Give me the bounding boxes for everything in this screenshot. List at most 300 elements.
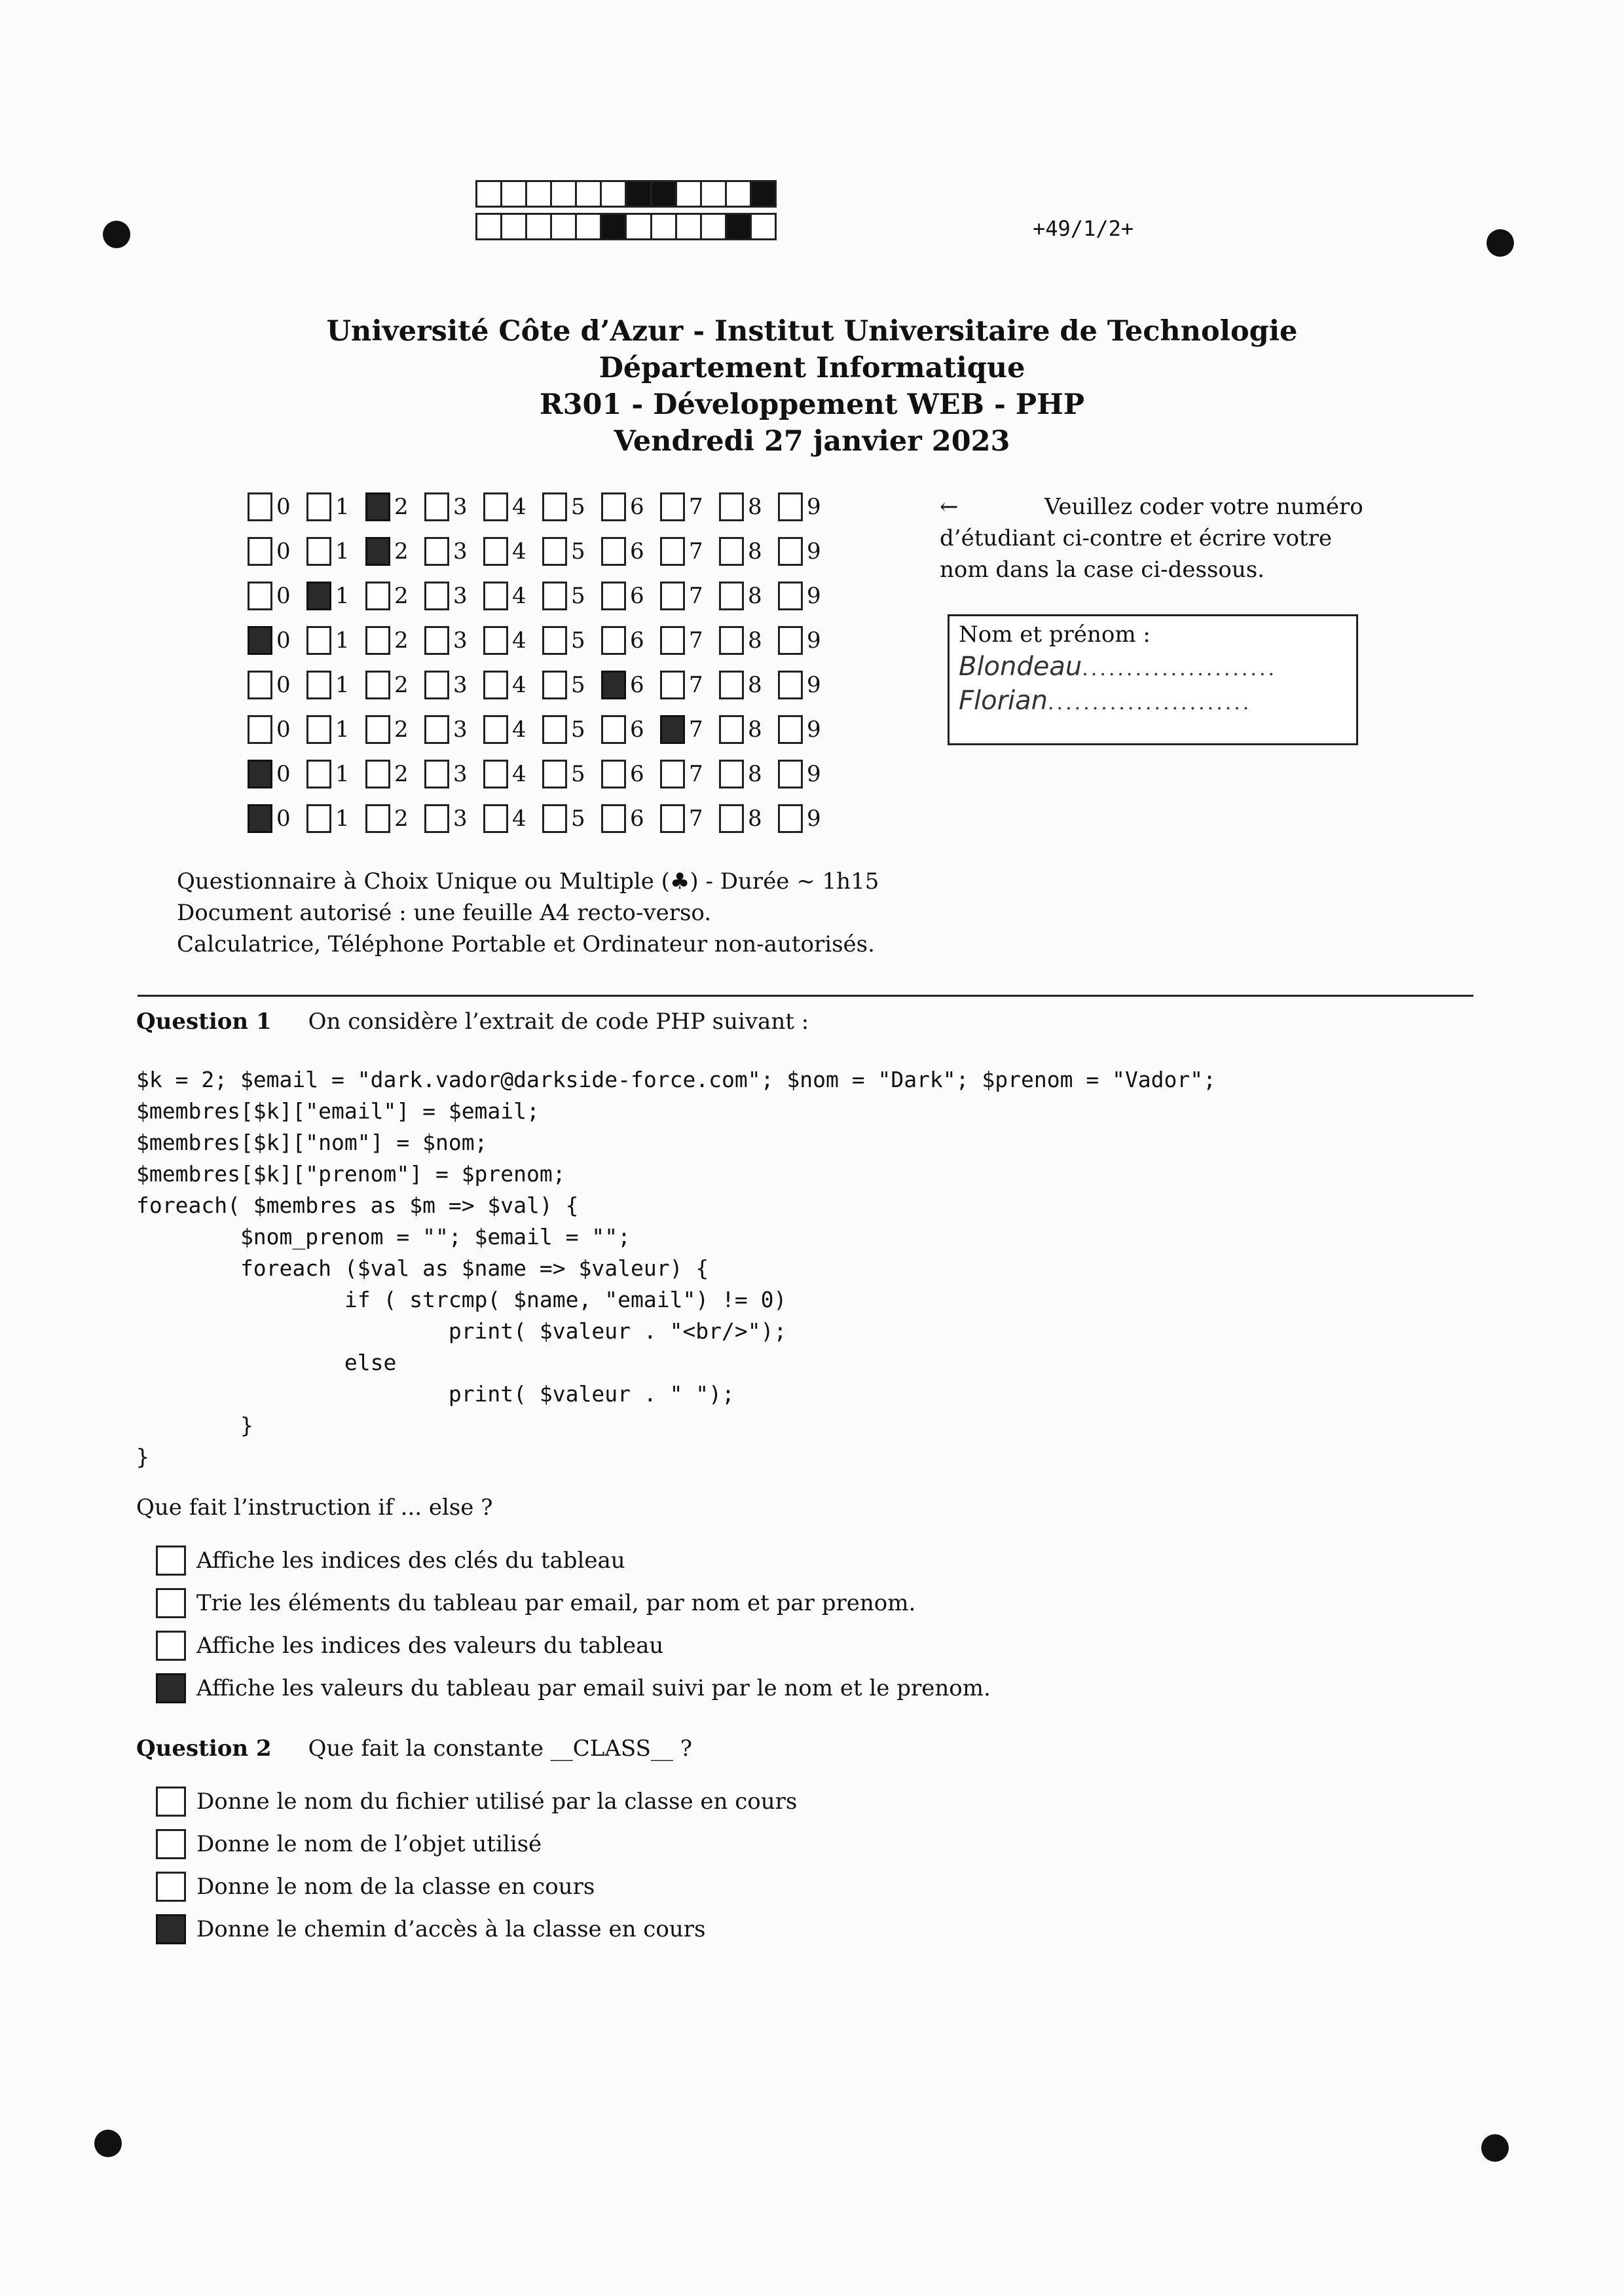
digit-checkbox[interactable] (660, 804, 685, 833)
barcode-cell (527, 182, 552, 206)
page-id: +49/1/2+ (1033, 216, 1134, 241)
digit-checkbox[interactable] (601, 626, 626, 655)
digit-checkbox[interactable] (719, 626, 744, 655)
digit-option[interactable] (542, 492, 601, 521)
digit-option[interactable] (660, 671, 719, 699)
digit-checkbox[interactable] (542, 760, 567, 788)
digit-checkbox[interactable] (660, 760, 685, 788)
digit-checkbox[interactable] (601, 715, 626, 744)
digit-option[interactable] (660, 537, 719, 566)
digit-label: 5 (571, 627, 585, 654)
digit-label: 8 (748, 672, 762, 698)
digit-label: 5 (571, 583, 585, 609)
barcode-cell (577, 182, 602, 206)
digit-option[interactable] (601, 760, 660, 788)
digit-label: 7 (689, 805, 703, 832)
digit-checkbox[interactable] (719, 760, 744, 788)
digit-option[interactable] (248, 626, 306, 655)
digit-checkbox[interactable] (365, 671, 390, 699)
digit-label: 0 (276, 672, 291, 698)
barcode-cell (677, 215, 702, 238)
digit-option[interactable] (306, 582, 365, 610)
digit-label: 1 (335, 494, 350, 520)
digit-option[interactable] (719, 492, 778, 521)
digit-label: 6 (630, 538, 644, 565)
digit-checkbox[interactable] (306, 537, 331, 566)
digit-option[interactable] (424, 804, 483, 833)
digit-checkbox[interactable] (542, 492, 567, 521)
digit-checkbox[interactable] (778, 671, 803, 699)
digit-label: 0 (276, 716, 291, 743)
digit-label: 7 (689, 627, 703, 654)
registration-mark-bottom-left (94, 2130, 122, 2157)
digit-checkbox[interactable] (424, 537, 449, 566)
digit-option[interactable] (306, 537, 365, 566)
digit-option[interactable] (778, 492, 837, 521)
digit-label: 2 (394, 761, 409, 787)
digit-option[interactable] (365, 715, 424, 744)
digit-option[interactable] (365, 671, 424, 699)
digit-label: 4 (512, 805, 526, 832)
digit-label: 9 (807, 672, 821, 698)
student-number-row (248, 485, 837, 529)
digit-checkbox[interactable] (483, 537, 508, 566)
barcode-cell (602, 182, 627, 206)
digit-checkbox[interactable] (424, 804, 449, 833)
answer-text: Donne le nom de la classe en cours (196, 1873, 595, 1900)
answer-option[interactable] (156, 1865, 797, 1908)
registration-mark-bottom-right (1481, 2134, 1509, 2162)
digit-checkbox[interactable] (542, 582, 567, 610)
digit-checkbox[interactable] (248, 582, 272, 610)
digit-checkbox[interactable] (660, 626, 685, 655)
digit-label: 5 (571, 716, 585, 743)
digit-checkbox[interactable] (719, 582, 744, 610)
digit-checkbox[interactable] (248, 804, 272, 833)
digit-label: 3 (453, 494, 468, 520)
digit-checkbox[interactable] (306, 492, 331, 521)
digit-checkbox[interactable] (483, 626, 508, 655)
digit-option[interactable] (248, 492, 306, 521)
digit-checkbox[interactable] (601, 537, 626, 566)
digit-option[interactable] (601, 582, 660, 610)
digit-option[interactable] (306, 626, 365, 655)
digit-label: 6 (630, 672, 644, 698)
digit-option[interactable] (601, 804, 660, 833)
digit-label: 1 (335, 627, 350, 654)
digit-option[interactable] (601, 671, 660, 699)
exam-info (177, 866, 879, 960)
digit-checkbox[interactable] (601, 492, 626, 521)
digit-label: 6 (630, 583, 644, 609)
digit-option[interactable] (365, 582, 424, 610)
digit-option[interactable] (719, 715, 778, 744)
digit-checkbox[interactable] (660, 715, 685, 744)
digit-label: 4 (512, 761, 526, 787)
digit-option[interactable] (542, 537, 601, 566)
barcode-row (475, 180, 777, 208)
digit-label: 6 (630, 627, 644, 654)
question-2-text: Que fait la constante __CLASS__ ? (308, 1735, 692, 1762)
digit-option[interactable] (601, 537, 660, 566)
digit-checkbox[interactable] (424, 582, 449, 610)
digit-option[interactable] (719, 537, 778, 566)
digit-checkbox[interactable] (483, 804, 508, 833)
answer-option[interactable] (156, 1624, 991, 1667)
digit-option[interactable] (306, 804, 365, 833)
digit-option[interactable] (365, 804, 424, 833)
digit-checkbox[interactable] (248, 537, 272, 566)
digit-checkbox[interactable] (306, 582, 331, 610)
digit-option[interactable] (424, 492, 483, 521)
answer-option[interactable] (156, 1582, 991, 1624)
digit-checkbox[interactable] (365, 715, 390, 744)
digit-checkbox[interactable] (719, 671, 744, 699)
digit-checkbox[interactable] (483, 760, 508, 788)
handwritten-last-name-text: Blondeau (959, 652, 1082, 682)
answer-checkbox[interactable] (156, 1829, 186, 1859)
handwritten-last-name (959, 652, 1347, 682)
digit-label: 0 (276, 761, 291, 787)
barcode-cell (627, 215, 652, 238)
digit-label: 0 (276, 583, 291, 609)
digit-checkbox[interactable] (719, 492, 744, 521)
answer-text: Donne le nom de l’objet utilisé (196, 1830, 542, 1857)
digit-checkbox[interactable] (778, 582, 803, 610)
digit-checkbox[interactable] (660, 582, 685, 610)
digit-label: 4 (512, 672, 526, 698)
instruction-text-first: Veuillez coder votre numéro (1044, 494, 1363, 520)
digit-option[interactable] (424, 671, 483, 699)
digit-option[interactable] (306, 715, 365, 744)
student-number-row (248, 618, 837, 663)
digit-option[interactable] (778, 671, 837, 699)
barcode-cell (527, 215, 552, 238)
student-number-grid (248, 485, 837, 841)
id-instruction (940, 491, 1372, 585)
digit-label: 4 (512, 538, 526, 565)
name-box-label: Nom et prénom : (959, 621, 1151, 648)
answer-option[interactable] (156, 1667, 991, 1709)
digit-option[interactable] (660, 492, 719, 521)
digit-option[interactable] (719, 582, 778, 610)
digit-option[interactable] (660, 804, 719, 833)
digit-checkbox[interactable] (601, 582, 626, 610)
digit-label: 6 (630, 761, 644, 787)
digit-label: 0 (276, 805, 291, 832)
question-1-label: Question 1 (136, 1009, 272, 1035)
digit-option[interactable] (483, 582, 542, 610)
digit-label: 8 (748, 761, 762, 787)
digit-option[interactable] (542, 715, 601, 744)
digit-option[interactable] (248, 671, 306, 699)
digit-option[interactable] (365, 492, 424, 521)
digit-checkbox[interactable] (778, 715, 803, 744)
digit-option[interactable] (248, 582, 306, 610)
page-barcode (475, 180, 777, 246)
digit-option[interactable] (248, 715, 306, 744)
digit-label: 2 (394, 672, 409, 698)
question-1-heading (136, 1009, 809, 1035)
digit-label: 0 (276, 538, 291, 565)
digit-option[interactable] (248, 760, 306, 788)
digit-checkbox[interactable] (542, 537, 567, 566)
registration-mark-top-left (103, 221, 130, 248)
answer-text: Affiche les indices des clés du tableau (196, 1547, 625, 1574)
digit-checkbox[interactable] (424, 760, 449, 788)
digit-checkbox[interactable] (306, 804, 331, 833)
digit-checkbox[interactable] (660, 492, 685, 521)
digit-option[interactable] (306, 492, 365, 521)
digit-option[interactable] (542, 582, 601, 610)
answer-text: Donne le nom du fichier utilisé par la classe en cours (196, 1788, 798, 1815)
exam-info-line2: Document autorisé : une feuille A4 recto-verso. (177, 900, 712, 926)
digit-option[interactable] (778, 626, 837, 655)
digit-option[interactable] (719, 804, 778, 833)
digit-option[interactable] (483, 492, 542, 521)
digit-label: 4 (512, 627, 526, 654)
question-1-prompt: Que fait l’instruction if ... else ? (136, 1494, 493, 1521)
digit-label: 3 (453, 716, 468, 743)
barcode-row (475, 213, 777, 240)
digit-checkbox[interactable] (778, 626, 803, 655)
digit-checkbox[interactable] (542, 626, 567, 655)
digit-option[interactable] (365, 760, 424, 788)
digit-checkbox[interactable] (248, 626, 272, 655)
header-university: Université Côte d’Azur - Institut Universitaire de Technologie (326, 315, 1298, 348)
answer-text: Donne le chemin d’accès à la classe en cours (196, 1916, 706, 1942)
digit-checkbox[interactable] (483, 582, 508, 610)
digit-checkbox[interactable] (719, 715, 744, 744)
student-number-row (248, 752, 837, 796)
digit-label: 0 (276, 494, 291, 520)
digit-checkbox[interactable] (778, 760, 803, 788)
digit-label: 5 (571, 761, 585, 787)
digit-checkbox[interactable] (719, 537, 744, 566)
digit-checkbox[interactable] (365, 626, 390, 655)
digit-option[interactable] (778, 537, 837, 566)
digit-option[interactable] (660, 626, 719, 655)
barcode-cell (502, 182, 527, 206)
question-2-heading (136, 1735, 692, 1762)
digit-option[interactable] (719, 626, 778, 655)
answer-checkbox[interactable] (156, 1673, 186, 1703)
digit-label: 3 (453, 627, 468, 654)
digit-option[interactable] (248, 537, 306, 566)
digit-checkbox[interactable] (601, 671, 626, 699)
answer-checkbox[interactable] (156, 1787, 186, 1817)
exam-info-line3: Calculatrice, Téléphone Portable et Ordinateur non-autorisés. (177, 931, 875, 957)
digit-option[interactable] (719, 760, 778, 788)
digit-option[interactable] (542, 626, 601, 655)
digit-label: 9 (807, 627, 821, 654)
digit-checkbox[interactable] (248, 715, 272, 744)
digit-checkbox[interactable] (778, 804, 803, 833)
question-2-label: Question 2 (136, 1735, 272, 1762)
answer-option[interactable] (156, 1823, 797, 1865)
digit-option[interactable] (719, 671, 778, 699)
dotted-line: ....................... (1048, 692, 1252, 714)
digit-label: 2 (394, 716, 409, 743)
barcode-cell (552, 182, 577, 206)
digit-checkbox[interactable] (424, 626, 449, 655)
digit-label: 9 (807, 761, 821, 787)
digit-checkbox[interactable] (660, 671, 685, 699)
digit-label: 8 (748, 583, 762, 609)
digit-label: 7 (689, 538, 703, 565)
digit-option[interactable] (542, 804, 601, 833)
digit-option[interactable] (660, 582, 719, 610)
digit-option[interactable] (483, 760, 542, 788)
barcode-cell (752, 215, 775, 238)
digit-option[interactable] (424, 582, 483, 610)
barcode-cell (702, 182, 727, 206)
barcode-cell (477, 215, 502, 238)
digit-checkbox[interactable] (306, 760, 331, 788)
answer-checkbox[interactable] (156, 1872, 186, 1902)
digit-label: 9 (807, 716, 821, 743)
digit-checkbox[interactable] (248, 760, 272, 788)
digit-option[interactable] (424, 715, 483, 744)
answer-checkbox[interactable] (156, 1914, 186, 1944)
digit-checkbox[interactable] (483, 715, 508, 744)
barcode-cell (727, 215, 752, 238)
digit-option[interactable] (248, 804, 306, 833)
digit-option[interactable] (306, 760, 365, 788)
digit-option[interactable] (660, 760, 719, 788)
answer-option[interactable] (156, 1539, 991, 1582)
digit-checkbox[interactable] (660, 537, 685, 566)
digit-label: 3 (453, 583, 468, 609)
digit-option[interactable] (601, 715, 660, 744)
digit-label: 5 (571, 672, 585, 698)
digit-label: 6 (630, 716, 644, 743)
digit-option[interactable] (483, 537, 542, 566)
digit-checkbox[interactable] (365, 760, 390, 788)
answer-text: Affiche les indices des valeurs du tableau (196, 1632, 664, 1659)
digit-checkbox[interactable] (601, 804, 626, 833)
digit-checkbox[interactable] (483, 671, 508, 699)
digit-checkbox[interactable] (424, 671, 449, 699)
digit-label: 4 (512, 583, 526, 609)
digit-option[interactable] (483, 626, 542, 655)
digit-checkbox[interactable] (424, 492, 449, 521)
barcode-cell (652, 215, 677, 238)
digit-option[interactable] (424, 537, 483, 566)
digit-option[interactable] (660, 715, 719, 744)
digit-option[interactable] (306, 671, 365, 699)
student-number-row (248, 707, 837, 752)
digit-label: 1 (335, 805, 350, 832)
digit-checkbox[interactable] (483, 492, 508, 521)
barcode-cell (577, 215, 602, 238)
digit-option[interactable] (601, 626, 660, 655)
handwritten-first-name (959, 686, 1347, 716)
barcode-cell (677, 182, 702, 206)
digit-option[interactable] (424, 626, 483, 655)
digit-label: 5 (571, 805, 585, 832)
digit-option[interactable] (542, 671, 601, 699)
digit-label: 3 (453, 761, 468, 787)
digit-checkbox[interactable] (365, 537, 390, 566)
digit-option[interactable] (365, 537, 424, 566)
answer-option[interactable] (156, 1780, 797, 1823)
exam-info-line1: Questionnaire à Choix Unique ou Multiple (♣) - Durée ∼ 1h15 (177, 868, 879, 895)
digit-option[interactable] (778, 760, 837, 788)
digit-checkbox[interactable] (778, 537, 803, 566)
name-box[interactable] (948, 614, 1358, 745)
digit-label: 2 (394, 627, 409, 654)
question-1-text: On considère l’extrait de code PHP suivant : (308, 1009, 809, 1035)
digit-checkbox[interactable] (719, 804, 744, 833)
answer-checkbox[interactable] (156, 1588, 186, 1618)
digit-checkbox[interactable] (601, 760, 626, 788)
instruction-text-rest: d’étudiant ci-contre et écrire votre nom dans la case ci-dessous. (940, 525, 1332, 583)
digit-checkbox[interactable] (365, 492, 390, 521)
digit-checkbox[interactable] (424, 715, 449, 744)
digit-option[interactable] (483, 671, 542, 699)
digit-label: 8 (748, 494, 762, 520)
digit-label: 3 (453, 672, 468, 698)
digit-label: 1 (335, 583, 350, 609)
answer-checkbox[interactable] (156, 1546, 186, 1576)
barcode-cell (502, 215, 527, 238)
digit-option[interactable] (365, 626, 424, 655)
barcode-cell (702, 215, 727, 238)
digit-checkbox[interactable] (542, 671, 567, 699)
header-course: R301 - Développement WEB - PHP (539, 388, 1085, 421)
digit-checkbox[interactable] (365, 804, 390, 833)
digit-checkbox[interactable] (306, 715, 331, 744)
digit-label: 2 (394, 805, 409, 832)
exam-header (0, 313, 1624, 460)
digit-label: 9 (807, 494, 821, 520)
digit-label: 6 (630, 494, 644, 520)
digit-checkbox[interactable] (542, 804, 567, 833)
digit-option[interactable] (483, 715, 542, 744)
php-code-block: $k = 2; $email = "dark.vador@darkside-force.com"; $nom = "Dark"; $prenom = "Vador"; $membres[$k]["email"] = $email; $membres[$k]["nom"] = $nom; $membres[$k]["prenom"] = $prenom; foreach( $membres as $m => $val) { $nom_prenom = ""; $email = ""; foreach ($val as $name => $valeur) { if ( strcmp( $name, "email") != 0) print( $valeur . "<br/>"); else print( $valeur . " "); } } (136, 1067, 1217, 1470)
digit-checkbox[interactable] (248, 671, 272, 699)
digit-checkbox[interactable] (248, 492, 272, 521)
digit-label: 1 (335, 538, 350, 565)
digit-option[interactable] (778, 715, 837, 744)
section-divider (138, 995, 1473, 997)
header-department: Département Informatique (599, 352, 1025, 384)
digit-checkbox[interactable] (306, 626, 331, 655)
digit-option[interactable] (424, 760, 483, 788)
digit-checkbox[interactable] (306, 671, 331, 699)
answer-option[interactable] (156, 1908, 797, 1950)
digit-checkbox[interactable] (778, 492, 803, 521)
barcode-cell (552, 215, 577, 238)
digit-label: 8 (748, 805, 762, 832)
digit-option[interactable] (778, 804, 837, 833)
answer-checkbox[interactable] (156, 1631, 186, 1661)
digit-option[interactable] (601, 492, 660, 521)
digit-option[interactable] (778, 582, 837, 610)
digit-label: 5 (571, 494, 585, 520)
digit-checkbox[interactable] (365, 582, 390, 610)
barcode-cell (752, 182, 775, 206)
digit-label: 7 (689, 494, 703, 520)
digit-label: 8 (748, 716, 762, 743)
digit-option[interactable] (542, 760, 601, 788)
digit-checkbox[interactable] (542, 715, 567, 744)
digit-label: 8 (748, 538, 762, 565)
digit-label: 4 (512, 494, 526, 520)
digit-option[interactable] (483, 804, 542, 833)
question-2-options (156, 1780, 797, 1950)
